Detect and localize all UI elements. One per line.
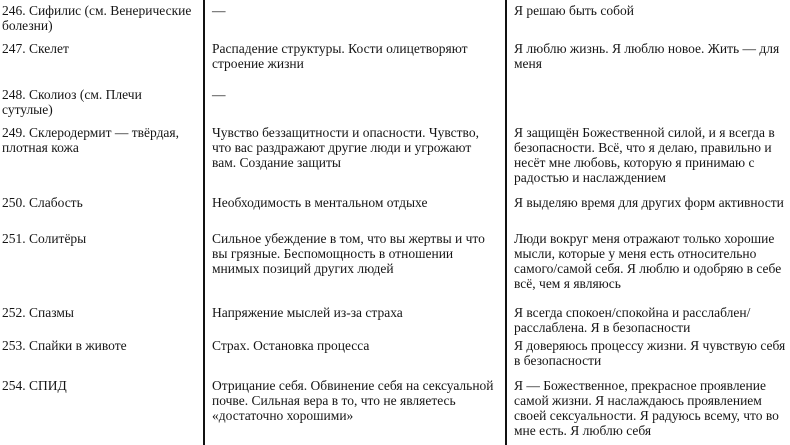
cause-cell: Сильное убеждение в том, что вы жертвы и что вы грязные. Беспомощность в отношении мнимых позиций других людей <box>212 231 485 276</box>
cause-cell: Страх. Остановка процесса <box>212 338 370 353</box>
affirmation-cell: Я выделяю время для других форм активности <box>514 195 784 210</box>
affirmation-cell: Я всегда спокоен/спокойна и расслаблен/расслаблена. Я в безопасности <box>514 305 751 335</box>
ailment-cell: 246. Сифилис (см. Венерические болезни) <box>2 3 192 33</box>
ailment-cell: 249. Склеродермит — твёрдая, плотная кожа <box>2 125 180 155</box>
ailment-cell: 250. Слабость <box>2 195 83 210</box>
cause-cell: Распадение структуры. Кости олицетворяют строение жизни <box>212 41 468 71</box>
affirmation-cell: Я — Божественное, прекрасное проявление самой жизни. Я наслаждаюсь проявлением своей сексуальности. Я радуюсь всему, что во мне есть. Я люблю себя <box>514 378 779 438</box>
affirmation-cell: Я защищён Божественной силой, и я всегда в безопасности. Всё, что я делаю, правильно и несёт мне любовь, которую я принимаю с радостью и наслаждением <box>514 125 775 185</box>
column-divider-right <box>505 0 507 445</box>
ailment-cell: 253. Спайки в животе <box>2 338 127 353</box>
cause-cell: Чувство беззащитности и опасности. Чувство, что вас раздражают другие люди и угрожают вам. Создание защиты <box>212 125 479 170</box>
ailment-cell: 252. Спазмы <box>2 305 74 320</box>
ailment-cell: 247. Скелет <box>2 41 69 56</box>
cause-cell: Необходимость в ментальном отдыхе <box>212 195 428 210</box>
affirmation-cell: Люди вокруг меня отражают только хорошие мысли, которые у меня есть относительно самого/самой себя. Я люблю и одобряю в себе всё, чем я являюсь <box>514 231 782 291</box>
cause-cell: Напряжение мыслей из-за страха <box>212 305 403 320</box>
affirmation-cell: Я доверяюсь процессу жизни. Я чувствую себя в безопасности <box>514 338 786 368</box>
ailment-cell: 248. Сколиоз (см. Плечи сутулые) <box>2 87 142 117</box>
column-divider-left <box>203 0 205 445</box>
affirmation-cell: Я решаю быть собой <box>514 3 634 18</box>
ailment-cell: 251. Солитёры <box>2 231 87 246</box>
cause-cell: — <box>212 3 226 18</box>
ailment-cell: 254. СПИД <box>2 378 67 393</box>
affirmation-cell <box>505 84 790 122</box>
cause-cell: Отрицание себя. Обвинение себя на сексуальной почве. Сильная вера в то, что не являетесь «достаточно хорошими» <box>212 378 494 423</box>
affirmation-cell: Я люблю жизнь. Я люблю новое. Жить — для меня <box>514 41 780 71</box>
cause-cell: — <box>212 87 226 102</box>
